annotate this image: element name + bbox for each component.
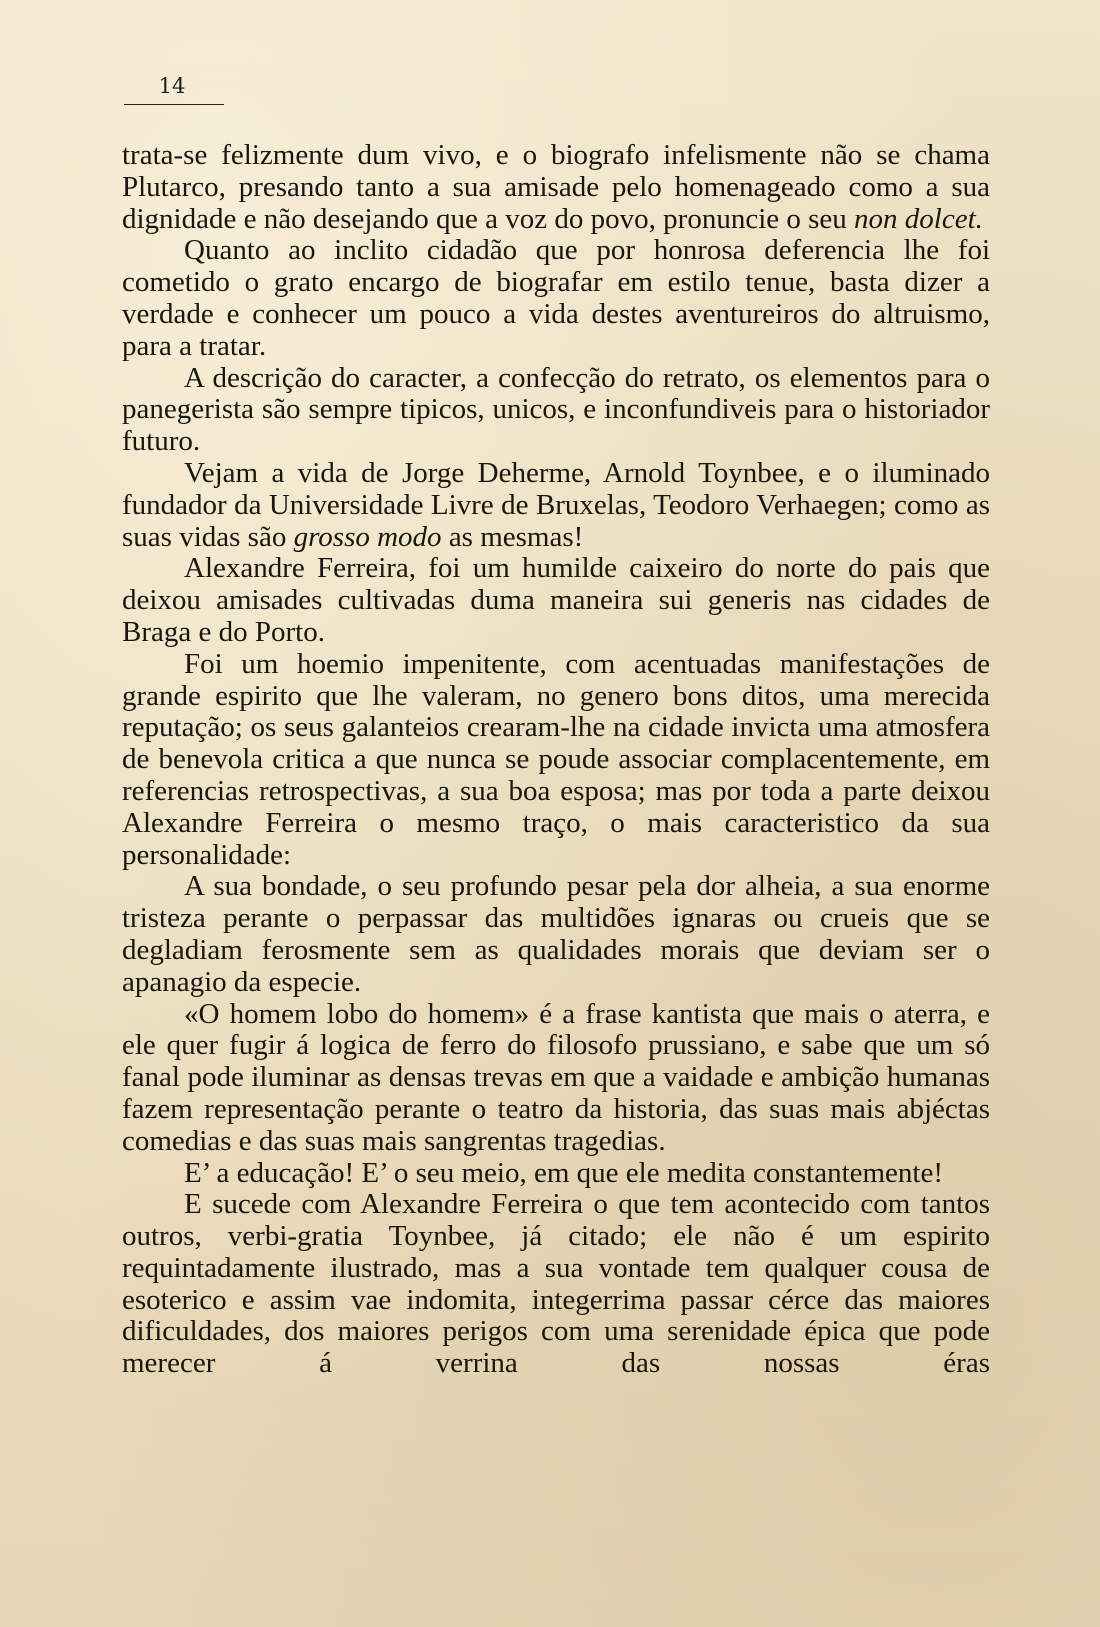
page-number: 14 <box>158 74 186 98</box>
paragraph <box>122 553 990 648</box>
paragraph <box>122 871 990 998</box>
text-segment: «O homem lobo do homem» é a frase kantista que mais o aterra, e ele quer fugir á logica de ferro do filosofo prussiano, e sabe que um só fanal pode iluminar as densas trevas em que a vaidade e ambição humanas fazem representação perante o teatro da historia, das suas mais abjéctas comedias e das suas mais sangrentas tragedias. <box>122 997 990 1157</box>
paragraph <box>122 1158 990 1190</box>
text-segment: A sua bondade, o seu profundo pesar pela dor alheia, a sua enorme tristeza perante o perpassar das multidões ignaras ou crueis que se degladiam ferosmente sem as qualidades morais que deviam ser o apanagio da especie. <box>122 870 990 998</box>
paragraph <box>122 649 990 872</box>
text-segment: Quanto ao inclito cidadão que por honrosa deferencia lhe foi cometido o grato encargo de biografar em estilo tenue, basta dizer a verdade e conhecer um pouco a vida destes aventureiros do altruismo, para a tratar. <box>122 234 990 362</box>
text-segment: Foi um hoemio impenitente, com acentuadas manifestações de grande espirito que lhe valeram, no genero bons ditos, uma merecida reputação; os seus galanteios crearam-lhe na cidade invicta uma atmosfera de benevola critica a que nunca se poude associar complacentemente, em referencias retrospectivas, a sua boa esposa; mas por toda a parte deixou Alexandre Ferreira o mesmo traço, o mais caracteristico da sua personalidade: <box>122 647 990 871</box>
body-text <box>122 140 990 1380</box>
page-number-rule <box>124 104 224 105</box>
paragraph <box>122 1189 990 1380</box>
text-segment: as mesmas! <box>441 520 584 553</box>
text-segment: E’ a educação! E’ o seu meio, em que ele medita constantemente! <box>184 1156 944 1189</box>
paragraph <box>122 140 990 235</box>
paragraph <box>122 458 990 553</box>
text-segment: E sucede com Alexandre Ferreira o que tem acontecido com tantos outros, verbi-gratia Toynbee, já citado; ele não é um espirito requintadamente ilustrado, mas a sua vontade tem qualquer cousa de esoterico e assim vae indomita, integerrima passar cérce das maiores dificuldades, dos maiores perigos com uma serenidade épica que pode merecer á verrina das nossas éras <box>122 1188 990 1380</box>
text-segment: Vejam a vida de Jorge Deherme, Arnold Toynbee, e o iluminado fundador da Universidade Livre de Bruxelas, Teodoro Verhaegen; como as suas vidas são <box>122 456 990 553</box>
italic-phrase: non dolcet. <box>854 202 983 235</box>
text-segment: trata-se felizmente dum vivo, e o biografo infelismente não se chama Plutarco, presando tanto a sua amisade pelo homenageado como a sua dignidade e não desejando que a voz do povo, pronuncie o seu <box>122 139 990 235</box>
paragraph <box>122 363 990 458</box>
paragraph <box>122 999 990 1158</box>
text-segment: A descrição do caracter, a confecção do retrato, os elementos para o panegerista são sempre tipicos, unicos, e inconfundiveis para o historiador futuro. <box>122 361 990 458</box>
paragraph <box>122 235 990 362</box>
text-segment: Alexandre Ferreira, foi um humilde caixeiro do norte do pais que deixou amisades cultivadas duma maneira sui generis nas cidades de Braga e do Porto. <box>122 552 990 648</box>
italic-phrase: grosso modo <box>293 520 442 553</box>
